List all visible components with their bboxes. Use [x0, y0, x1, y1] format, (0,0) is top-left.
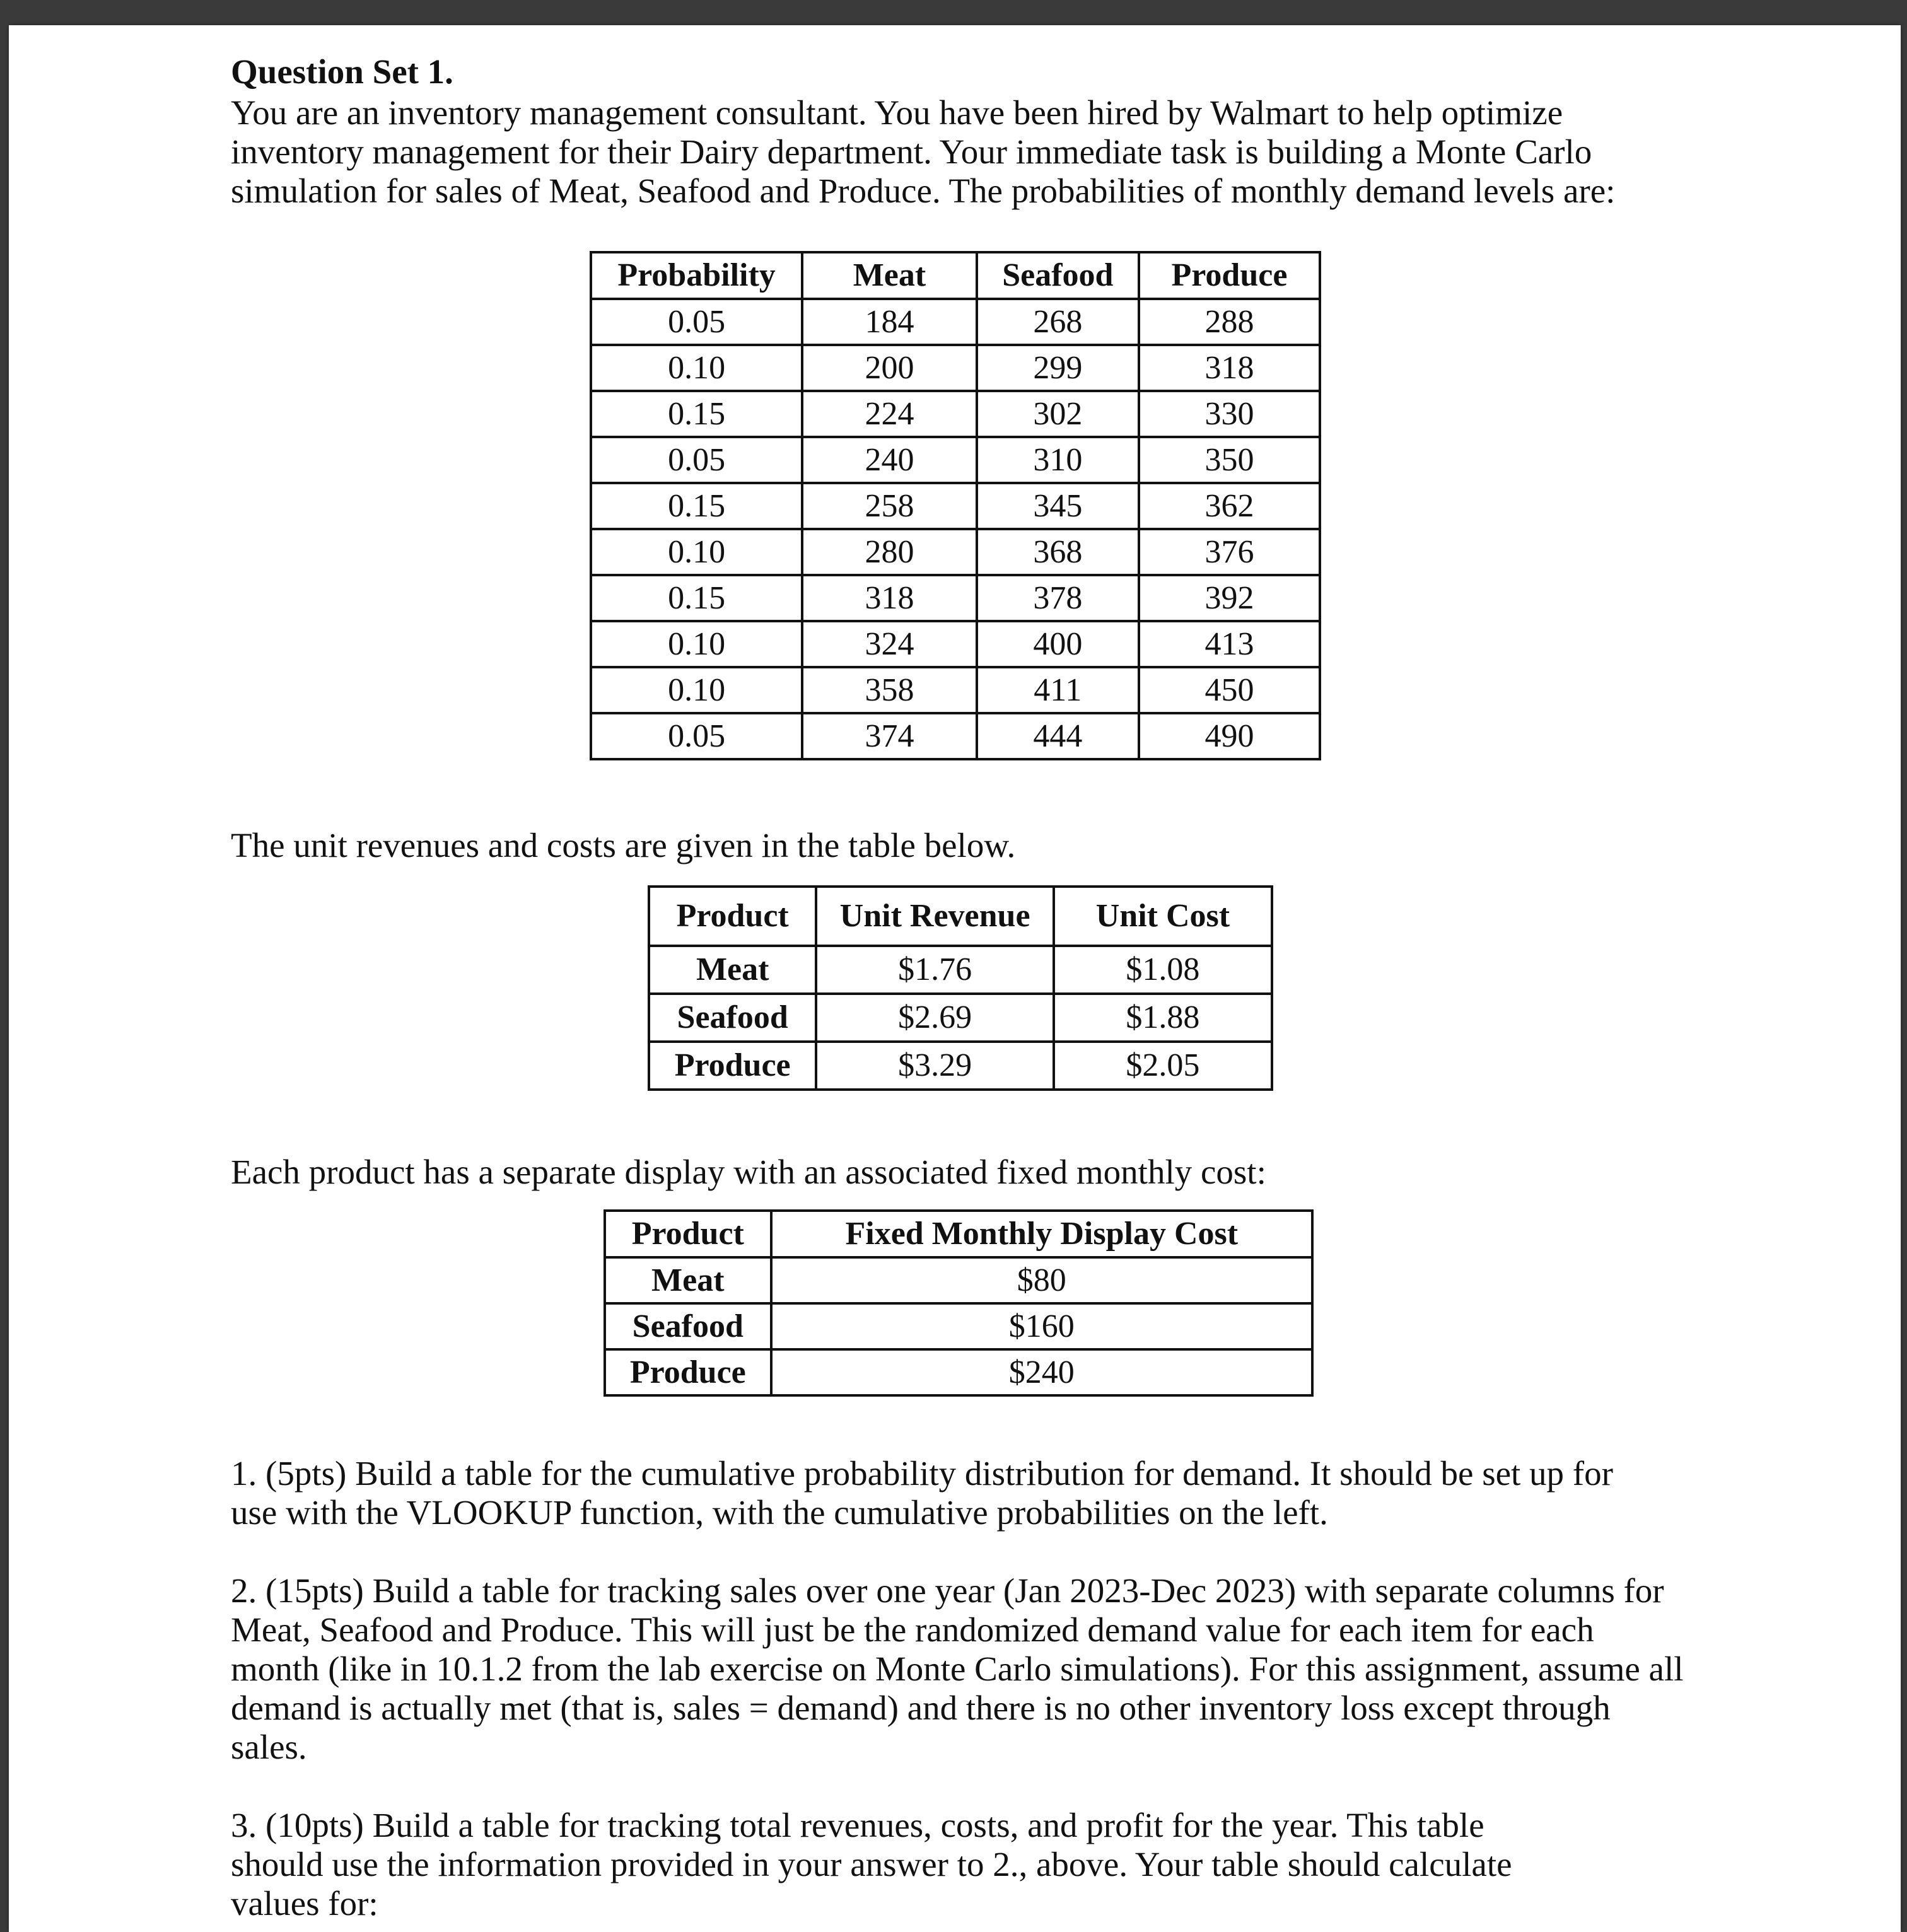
cell-display-cost: $80: [771, 1257, 1312, 1303]
question-2: [231, 1571, 1684, 1767]
intro-paragraph: [231, 93, 1615, 211]
cell-produce: 490: [1139, 713, 1320, 759]
question-line: Meat, Seafood and Produce. This will just be the randomized demand value for each item for each: [231, 1610, 1594, 1649]
table-row: [591, 437, 1320, 483]
cell-seafood: 411: [977, 667, 1139, 713]
question-line: month (like in 10.1.2 from the lab exercise on Monte Carlo simulations). For this assignment, assume all: [231, 1650, 1684, 1688]
cell-produce: 450: [1139, 667, 1320, 713]
cell-meat: 224: [802, 391, 976, 437]
table-row: [649, 1042, 1272, 1090]
cell-product: Meat: [605, 1257, 771, 1303]
table-row: [591, 483, 1320, 529]
question-line: 3. (10pts) Build a table for tracking total revenues, costs, and profit for the year. This table: [231, 1806, 1484, 1844]
table-row: [649, 994, 1272, 1042]
question-1: [231, 1454, 1613, 1532]
header-produce: Produce: [1139, 252, 1320, 299]
cell-probability: 0.05: [591, 437, 802, 483]
cell-product: Produce: [605, 1349, 771, 1395]
table-row: [591, 575, 1320, 621]
cell-unit-cost: $2.05: [1054, 1042, 1272, 1090]
question-line: values for:: [231, 1884, 378, 1923]
table-header-row: [605, 1211, 1312, 1257]
cell-produce: 288: [1139, 299, 1320, 345]
header-seafood: Seafood: [977, 252, 1139, 299]
cell-probability: 0.10: [591, 667, 802, 713]
cell-produce: 413: [1139, 621, 1320, 667]
header-unit-cost: Unit Cost: [1054, 887, 1272, 946]
table-row: [605, 1349, 1312, 1395]
cell-meat: 324: [802, 621, 976, 667]
question-3: [231, 1806, 1512, 1923]
question-set-title: Question Set 1.: [231, 52, 453, 91]
cell-meat: 184: [802, 299, 976, 345]
cell-produce: 318: [1139, 345, 1320, 391]
cell-produce: 350: [1139, 437, 1320, 483]
revenue-intro: The unit revenues and costs are given in the table below.: [231, 826, 1016, 864]
cell-seafood: 368: [977, 529, 1139, 575]
unit-revenue-cost-table: [648, 885, 1273, 1091]
cell-probability: 0.10: [591, 621, 802, 667]
header-meat: Meat: [802, 252, 976, 299]
question-line: sales.: [231, 1728, 307, 1766]
intro-line: simulation for sales of Meat, Seafood and Produce. The probabilities of monthly demand levels are:: [231, 172, 1616, 210]
intro-line: inventory management for their Dairy department. Your immediate task is building a Monte Carlo: [231, 132, 1592, 171]
cell-meat: 258: [802, 483, 976, 529]
table-row: [591, 529, 1320, 575]
cell-probability: 0.15: [591, 483, 802, 529]
cell-seafood: 310: [977, 437, 1139, 483]
cell-probability: 0.10: [591, 345, 802, 391]
cell-seafood: 345: [977, 483, 1139, 529]
cell-display-cost: $240: [771, 1349, 1312, 1395]
header-product: Product: [605, 1211, 771, 1257]
cell-probability: 0.10: [591, 529, 802, 575]
cell-produce: 376: [1139, 529, 1320, 575]
question-line: demand is actually met (that is, sales = demand) and there is no other inventory loss except through: [231, 1689, 1611, 1727]
cell-produce: 362: [1139, 483, 1320, 529]
table-row: [591, 345, 1320, 391]
question-line: use with the VLOOKUP function, with the cumulative probabilities on the left.: [231, 1493, 1328, 1532]
question-line: should use the information provided in your answer to 2., above. Your table should calculate: [231, 1845, 1512, 1883]
table-row: [649, 946, 1272, 994]
cell-meat: 374: [802, 713, 976, 759]
demand-probability-table: [590, 251, 1321, 760]
cell-probability: 0.15: [591, 391, 802, 437]
header-unit-revenue: Unit Revenue: [816, 887, 1053, 946]
table-row: [591, 713, 1320, 759]
cell-unit-revenue: $1.76: [816, 946, 1053, 994]
question-line: 1. (5pts) Build a table for the cumulative probability distribution for demand. It should be set up for: [231, 1454, 1613, 1493]
cell-seafood: 444: [977, 713, 1139, 759]
display-cost-intro: Each product has a separate display with an associated fixed monthly cost:: [231, 1153, 1266, 1191]
table-header-row: [649, 887, 1272, 946]
cell-meat: 240: [802, 437, 976, 483]
cell-produce: 330: [1139, 391, 1320, 437]
cell-meat: 200: [802, 345, 976, 391]
intro-line: You are an inventory management consultant. You have been hired by Walmart to help optimize: [231, 93, 1563, 132]
header-fixed-monthly-display-cost: Fixed Monthly Display Cost: [771, 1211, 1312, 1257]
cell-seafood: 400: [977, 621, 1139, 667]
table-header-row: [591, 252, 1320, 299]
header-probability: Probability: [591, 252, 802, 299]
table-row: [591, 391, 1320, 437]
table-row: [591, 667, 1320, 713]
cell-display-cost: $160: [771, 1303, 1312, 1349]
cell-seafood: 378: [977, 575, 1139, 621]
table-row: [605, 1303, 1312, 1349]
cell-probability: 0.15: [591, 575, 802, 621]
cell-meat: 358: [802, 667, 976, 713]
cell-seafood: 299: [977, 345, 1139, 391]
cell-product: Seafood: [649, 994, 816, 1042]
cell-meat: 280: [802, 529, 976, 575]
cell-produce: 392: [1139, 575, 1320, 621]
document-page: [9, 25, 1901, 1932]
cell-unit-cost: $1.88: [1054, 994, 1272, 1042]
cell-product: Meat: [649, 946, 816, 994]
cell-probability: 0.05: [591, 299, 802, 345]
cell-unit-revenue: $3.29: [816, 1042, 1053, 1090]
question-line: 2. (15pts) Build a table for tracking sales over one year (Jan 2023-Dec 2023) with separate columns for: [231, 1571, 1664, 1610]
cell-unit-revenue: $2.69: [816, 994, 1053, 1042]
cell-probability: 0.05: [591, 713, 802, 759]
table-row: [591, 299, 1320, 345]
header-product: Product: [649, 887, 816, 946]
cell-unit-cost: $1.08: [1054, 946, 1272, 994]
cell-seafood: 302: [977, 391, 1139, 437]
table-row: [605, 1257, 1312, 1303]
table-row: [591, 621, 1320, 667]
cell-product: Produce: [649, 1042, 816, 1090]
cell-product: Seafood: [605, 1303, 771, 1349]
fixed-display-cost-table: [604, 1209, 1314, 1397]
cell-seafood: 268: [977, 299, 1139, 345]
cell-meat: 318: [802, 575, 976, 621]
